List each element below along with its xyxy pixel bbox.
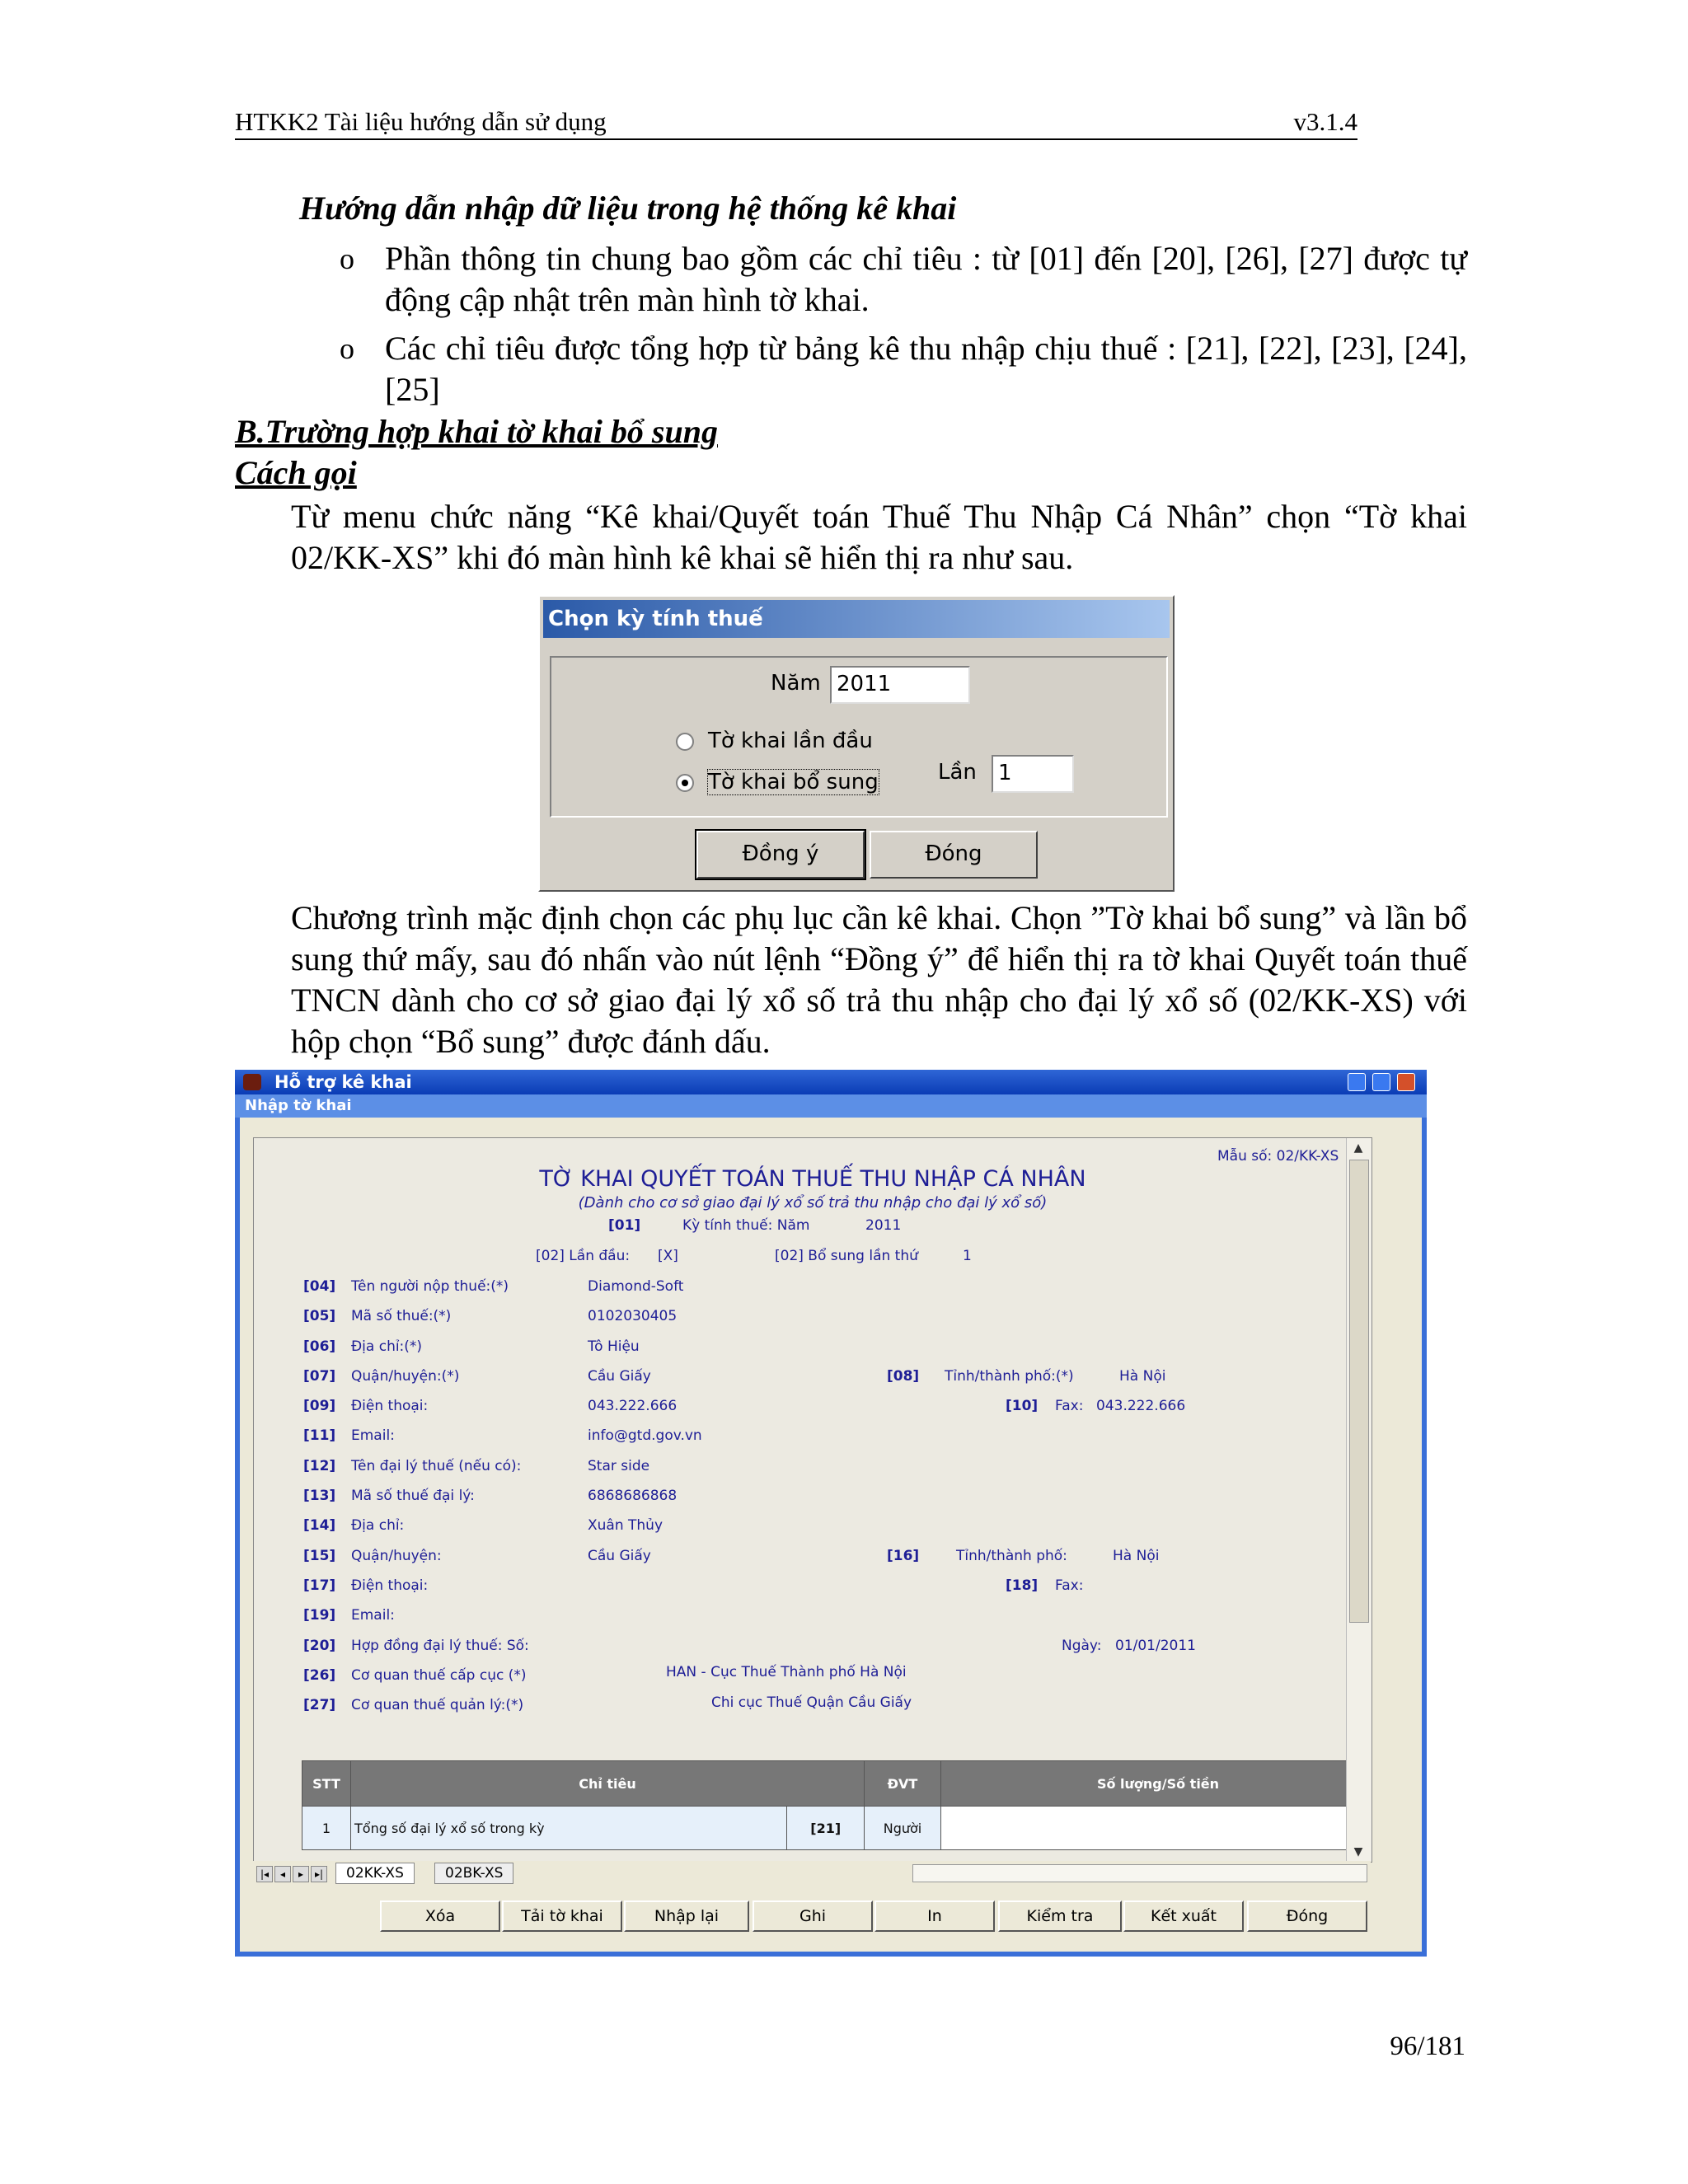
field-label: Mã số thuế đại lý: (351, 1488, 475, 1504)
field-code: [04] (303, 1278, 336, 1295)
radio-first-label: Tờ khai lần đầu (708, 729, 873, 753)
header-version: v3.1.4 (1293, 107, 1357, 136)
dialog-title: Chọn kỳ tính thuế (543, 600, 1170, 638)
field-label: Email: (351, 1607, 395, 1624)
vertical-scrollbar[interactable] (1346, 1138, 1372, 1862)
year-label: Năm (771, 671, 821, 696)
field-code: [15] (303, 1548, 336, 1564)
prev-tab-icon[interactable]: ◂ (274, 1866, 291, 1882)
first-tab-icon[interactable]: |◂ (256, 1866, 273, 1882)
load-declaration-button[interactable]: Tải tờ khai (502, 1900, 622, 1932)
bullet-1: Phần thông tin chung bao gồm các chỉ tiêu : từ [01] đến [20], [26], [27] được tự động cập nhật trên màn hình tờ khai. (385, 240, 1467, 318)
indicator-table (302, 1760, 1372, 1850)
bullet-marker: o (340, 242, 354, 275)
paragraph-2: Chương trình mặc định chọn các phụ lục cần kê khai. Chọn ”Tờ khai bổ sung” và lần bổ sung thứ mấy, sau đó nhấn vào nút lệnh “Đồng ý” để hiển thị ra tờ khai Quyết toán thuế TNCN dành cho cơ sở giao đại lý xổ số trả thu nhập cho đại lý xổ số (02/KK-XS) với hộp chọn “Bổ sung” được đánh dấu. (291, 899, 1467, 1060)
field-value[interactable]: Star side (588, 1458, 650, 1474)
ok-button[interactable]: Đồng ý (696, 831, 865, 879)
field-value[interactable]: info@gtd.gov.vn (588, 1427, 702, 1444)
period-value: 2011 (865, 1217, 902, 1234)
field-value[interactable]: 043.222.666 (588, 1398, 678, 1414)
column-header: Chỉ tiêu (351, 1761, 865, 1807)
export-button[interactable]: Kết xuất (1123, 1900, 1244, 1932)
field-code: [10] (1006, 1398, 1039, 1414)
field-value[interactable]: HAN - Cục Thuế Thành phố Hà Nội (666, 1664, 907, 1680)
field-value[interactable]: 01/01/2011 (1115, 1638, 1196, 1654)
field-label: Fax: (1055, 1577, 1084, 1594)
window-subtitle: Nhập tờ khai (235, 1094, 1427, 1118)
field-label: Tỉnh/thành phố:(*) (945, 1368, 1074, 1385)
field-code: [11] (303, 1427, 336, 1444)
cell-label: Tổng số đại lý xổ số trong kỳ (351, 1807, 787, 1850)
field-value[interactable]: Xuân Thủy (588, 1517, 663, 1534)
window-body (240, 1118, 1422, 1952)
field-label: Email: (351, 1427, 395, 1444)
scroll-thumb[interactable] (1349, 1160, 1369, 1623)
field-label: Fax: (1055, 1398, 1084, 1414)
close-icon[interactable] (1397, 1073, 1415, 1091)
field-value[interactable]: Hà Nội (1119, 1368, 1166, 1385)
field-label: Quận/huyện: (351, 1548, 442, 1564)
form-code: Mẫu số: 02/KK-XS (1217, 1148, 1339, 1165)
field-value[interactable]: Hà Nội (1113, 1548, 1160, 1564)
column-header: Số lượng/Số tiền (941, 1761, 1373, 1807)
field-code: [26] (303, 1667, 336, 1684)
horizontal-scrollbar[interactable] (912, 1864, 1367, 1882)
table-row (302, 1807, 1373, 1850)
form-subtitle: (Dành cho cơ sở giao đại lý xổ số trả thu nhập cho đại lý xổ số) (578, 1194, 1048, 1212)
cell-value[interactable] (941, 1807, 1373, 1850)
maximize-icon[interactable] (1372, 1073, 1390, 1091)
supplement-value: 1 (963, 1248, 972, 1264)
field-code: [27] (303, 1697, 336, 1713)
period-dialog (538, 595, 1175, 892)
field-label: Tỉnh/thành phố: (956, 1548, 1067, 1564)
tab-02kk-xs[interactable]: 02KK-XS (335, 1863, 415, 1884)
minimize-icon[interactable] (1348, 1073, 1366, 1091)
field-label: Địa chỉ: (351, 1517, 405, 1534)
field-label: Cơ quan thuế quản lý:(*) (351, 1697, 524, 1713)
header-title: HTKK2 Tài liệu hướng dẫn sử dụng (235, 107, 607, 136)
field-code: [19] (303, 1607, 336, 1624)
column-header: STT (302, 1761, 351, 1807)
close-button[interactable]: Đóng (870, 831, 1038, 879)
field-code: [05] (303, 1308, 336, 1324)
heading-b: B.Trường hợp khai tờ khai bổ sung (235, 413, 718, 450)
bullet-marker: o (340, 332, 354, 365)
field-label: Địa chỉ:(*) (351, 1338, 423, 1355)
bullet-2: Các chỉ tiêu được tổng hợp từ bảng kê thu nhập chịu thuế : [21], [22], [23], [24], [25] (385, 330, 1467, 408)
heading-cach-goi: Cách gọi (235, 454, 357, 491)
field-code: [09] (303, 1398, 336, 1414)
times-label: Lần (938, 760, 977, 785)
field-code: [06] (303, 1338, 336, 1355)
period-code: [01] (608, 1217, 641, 1234)
declaration-form (253, 1137, 1372, 1863)
field-value[interactable]: Chi cục Thuế Quận Cầu Giấy (711, 1694, 912, 1711)
cell-unit: Người (865, 1807, 941, 1850)
field-value[interactable]: Diamond-Soft (588, 1278, 684, 1295)
supplement-label: [02] Bổ sung lần thứ (775, 1248, 918, 1264)
field-value[interactable]: Cầu Giấy (588, 1368, 651, 1385)
field-label: Điện thoại: (351, 1577, 429, 1594)
field-code: [07] (303, 1368, 336, 1385)
field-code: [18] (1006, 1577, 1039, 1594)
delete-button[interactable]: Xóa (380, 1900, 500, 1932)
check-button[interactable]: Kiểm tra (998, 1900, 1122, 1932)
times-input[interactable]: 1 (992, 755, 1074, 793)
field-code: [08] (887, 1368, 920, 1385)
section-heading: Hướng dẫn nhập dữ liệu trong hệ thống kê khai (299, 190, 957, 227)
field-value[interactable]: 6868686868 (588, 1488, 678, 1504)
table-header (302, 1761, 1373, 1807)
reenter-button[interactable]: Nhập lại (624, 1900, 749, 1932)
field-code: [16] (887, 1548, 920, 1564)
field-label: Ngày: (1062, 1638, 1102, 1654)
page-header (235, 105, 1357, 140)
cell-stt: 1 (302, 1807, 351, 1850)
save-button[interactable]: Ghi (753, 1900, 873, 1932)
app-title: Hỗ trợ kê khai (235, 1070, 1427, 1094)
year-input[interactable]: 2011 (830, 666, 970, 704)
field-label: Quận/huyện:(*) (351, 1368, 460, 1385)
field-code: [20] (303, 1638, 336, 1654)
field-label: Hợp đồng đại lý thuế: Số: (351, 1638, 529, 1654)
field-label: Cơ quan thuế cấp cục (*) (351, 1667, 527, 1684)
field-code: [17] (303, 1577, 336, 1594)
field-value[interactable]: 043.222.666 (1096, 1398, 1186, 1414)
sheet-tabs (253, 1861, 1371, 1886)
field-value[interactable]: Tô Hiệu (588, 1338, 640, 1355)
radio-supplement[interactable] (676, 774, 694, 792)
field-label: Tên đại lý thuế (nếu có): (351, 1458, 522, 1474)
field-value[interactable]: Cầu Giấy (588, 1548, 651, 1564)
field-label: Tên người nộp thuế:(*) (351, 1278, 509, 1295)
radio-first-declaration[interactable] (676, 733, 694, 751)
column-header: ĐVT (865, 1761, 941, 1807)
app-icon (243, 1074, 261, 1090)
field-code: [12] (303, 1458, 336, 1474)
radio-supplement-label: Tờ khai bổ sung (708, 770, 879, 794)
first-value[interactable]: [X] (658, 1248, 678, 1264)
last-tab-icon[interactable]: ▸| (311, 1866, 327, 1882)
scroll-down-icon[interactable]: ▼ (1353, 1845, 1363, 1858)
period-label: Kỳ tính thuế: Năm (682, 1217, 810, 1234)
field-label: Mã số thuế:(*) (351, 1308, 452, 1324)
field-label: Điện thoại: (351, 1398, 429, 1414)
field-code: [13] (303, 1488, 336, 1504)
form-title: TỜ KHAI QUYẾT TOÁN THUẾ THU NHẬP CÁ NHÂN (539, 1166, 1086, 1192)
field-value[interactable]: 0102030405 (588, 1308, 678, 1324)
field-code: [14] (303, 1517, 336, 1534)
close-form-button[interactable]: Đóng (1247, 1900, 1367, 1932)
first-label: [02] Lần đầu: (536, 1248, 631, 1264)
paragraph-1: Từ menu chức năng “Kê khai/Quyết toán Thuế Thu Nhập Cá Nhân” chọn “Tờ khai 02/KK-XS” khi đó màn hình kê khai sẽ hiển thị ra như sau. (291, 498, 1467, 576)
app-window (235, 1070, 1427, 1957)
tab-02bk-xs[interactable]: 02BK-XS (434, 1863, 513, 1884)
next-tab-icon[interactable]: ▸ (293, 1866, 309, 1882)
scroll-up-icon[interactable]: ▲ (1353, 1141, 1363, 1155)
page-number: 96/181 (1390, 2032, 1465, 2061)
print-button[interactable]: In (874, 1900, 995, 1932)
cell-code: [21] (787, 1807, 865, 1850)
